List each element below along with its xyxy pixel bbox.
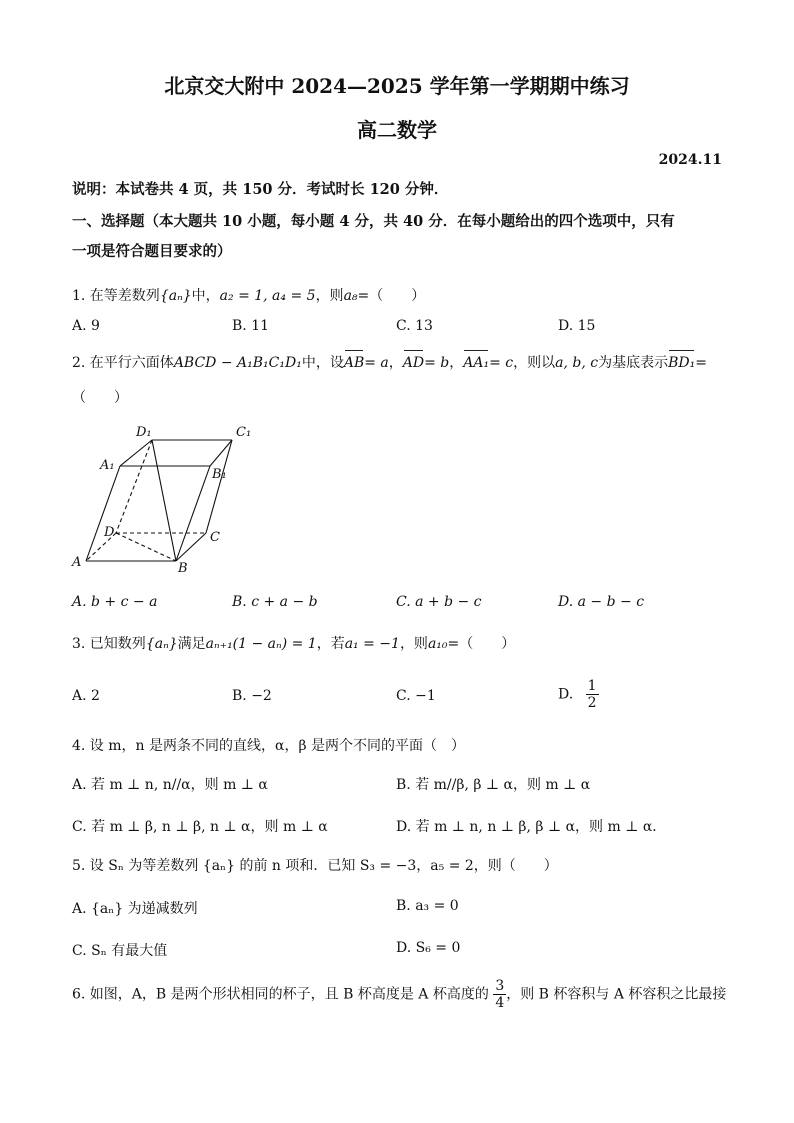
exam-date: 2024.11 <box>658 152 722 168</box>
q4-option-d[interactable]: D. 若 m ⊥ n, n ⊥ β, β ⊥ α，则 m ⊥ α． <box>396 819 667 835</box>
q3-option-d-fraction <box>586 678 599 711</box>
q6-text-b: ，则 B 杯容积与 A 杯容积之比最接 <box>506 986 727 1003</box>
q2-text-a: 2. 在平行六面体 <box>72 355 174 371</box>
q1-sequence: {aₙ} <box>159 288 192 304</box>
label-d: D <box>104 525 115 540</box>
q3-text-a: 3. 已知数列 <box>72 636 146 652</box>
q2-text-c: ，则以 <box>513 355 556 371</box>
q1-option-d[interactable]: D. 15 <box>558 318 596 334</box>
q1-option-b[interactable]: B. 11 <box>232 318 270 334</box>
label-c1: C₁ <box>236 425 252 440</box>
q6-denominator: 4 <box>495 995 505 1011</box>
q3-option-a[interactable]: A. 2 <box>72 688 100 704</box>
q5-option-d[interactable]: D. S₆ = 0 <box>396 940 461 956</box>
question-6-stem <box>72 978 732 1011</box>
q2-eq1: = a <box>364 355 389 371</box>
q2-solid: ABCD − A₁B₁C₁D₁ <box>173 355 302 371</box>
label-c: C <box>210 530 220 545</box>
q3-option-d[interactable] <box>558 678 599 711</box>
exam-note: 说明：本试卷共 4 页，共 150 分．考试时长 120 分钟． <box>72 181 449 198</box>
q3-text-b: 满足 <box>177 636 206 652</box>
exam-subtitle: 高二数学 <box>357 118 437 142</box>
q6-text-a: 6. 如图，A，B 是两个形状相同的杯子，且 B 杯高度是 A 杯高度的 <box>72 986 489 1003</box>
q3-ask: a₁₀ <box>427 636 448 652</box>
q3-option-b[interactable]: B. −2 <box>232 688 272 704</box>
q3-option-d-denominator: 2 <box>587 695 597 711</box>
question-2-stem: 2. 在平行六面体ABCD − A₁B₁C₁D₁中，设AB= a，AD= b，AA₁= c，则以a, b, c为基底表示BD₁= <box>72 355 707 371</box>
section-heading-line2: 一项是符合题目要求的） <box>72 243 232 260</box>
q3-option-c[interactable]: C. −1 <box>396 688 436 704</box>
q2-text-e: = <box>695 355 707 371</box>
q3-text-e: =（ ） <box>447 636 516 652</box>
q1-text-d: =（ ） <box>357 288 426 304</box>
q1-option-a[interactable]: A. 9 <box>72 318 100 334</box>
q2-vector-bd1: BD₁ <box>668 355 696 371</box>
q2-text-b: 中，设 <box>301 355 344 371</box>
label-a: A <box>72 555 82 570</box>
q2-option-b[interactable]: B. c + a − b <box>232 594 318 610</box>
question-4-stem: 4. 设 m，n 是两条不同的直线，α，β 是两个不同的平面（ ） <box>72 738 465 754</box>
q2-eq2: = b <box>424 355 450 371</box>
q6-fraction <box>493 978 506 1011</box>
q2-eq3: = c <box>489 355 514 371</box>
q5-option-a[interactable]: A. {aₙ} 为递减数列 <box>72 901 198 917</box>
q2-vector-ad: AD <box>402 355 425 371</box>
q1-text-b: 中， <box>191 288 220 304</box>
section-heading-line1: 一、选择题（本大题共 10 小题，每小题 4 分，共 40 分．在每小题给出的四个选项中，只有 <box>72 213 675 230</box>
q3-text-c: ，若 <box>316 636 345 652</box>
q4-option-b[interactable]: B. 若 m//β, β ⊥ α，则 m ⊥ α <box>396 777 591 793</box>
label-b: B <box>178 561 188 576</box>
q4-option-c[interactable]: C. 若 m ⊥ β, n ⊥ β, n ⊥ α，则 m ⊥ α <box>72 819 328 835</box>
edge-c1c <box>206 440 232 533</box>
q2-text-d: 为基底表示 <box>598 355 669 371</box>
q3-recurrence: aₙ₊₁(1 − aₙ) = 1 <box>205 636 317 652</box>
q2-option-d[interactable]: D. a − b − c <box>558 594 645 610</box>
q3-option-d-numerator: 1 <box>587 678 597 694</box>
q2-answer-paren: （ ） <box>72 390 128 406</box>
q2-vector-aa1: AA₁ <box>463 355 490 371</box>
edge-a1a <box>86 466 120 561</box>
edge-d1a1 <box>120 440 152 466</box>
q2-vector-ab: AB <box>343 355 365 371</box>
question-3-stem <box>72 634 732 654</box>
q5-option-b[interactable]: B. a₃ = 0 <box>396 898 459 914</box>
q1-condition: a₂ = 1, a₄ = 5 <box>219 288 316 304</box>
label-d1: D₁ <box>136 425 152 440</box>
q1-text-a: 1. 在等差数列 <box>72 288 160 304</box>
exam-title: 北京交大附中 2024—2025 学年第一学期期中练习 <box>164 74 630 98</box>
segment-bd1 <box>152 440 176 561</box>
parallelepiped-figure <box>72 420 252 580</box>
q2-basis: a, b, c <box>555 355 599 371</box>
edge-b1b <box>176 466 210 561</box>
q1-option-c[interactable]: C. 13 <box>396 318 433 334</box>
segment-db-hidden <box>116 533 176 561</box>
label-b1: B₁ <box>212 467 227 482</box>
q6-numerator: 3 <box>495 978 505 994</box>
label-a1: A₁ <box>100 458 115 473</box>
question-1-stem <box>72 286 732 306</box>
q2-option-c[interactable]: C. a + b − c <box>396 594 482 610</box>
q1-ask: a₈ <box>343 288 358 304</box>
q5-option-c[interactable]: C. Sₙ 有最大值 <box>72 943 168 959</box>
q2-option-a[interactable]: A. b + c − a <box>72 594 158 610</box>
q4-option-a[interactable]: A. 若 m ⊥ n, n//α，则 m ⊥ α <box>72 777 268 793</box>
q1-text-c: ，则 <box>315 288 344 304</box>
q3-sequence: {aₙ} <box>145 636 178 652</box>
q3-option-d-label: D. <box>558 686 574 703</box>
q3-given: a₁ = −1 <box>344 636 400 652</box>
question-5-stem: 5. 设 Sₙ 为等差数列 {aₙ} 的前 n 项和．已知 S₃ = −3，a₅ = 2，则（ ） <box>72 858 558 874</box>
q3-text-d: ，则 <box>399 636 428 652</box>
